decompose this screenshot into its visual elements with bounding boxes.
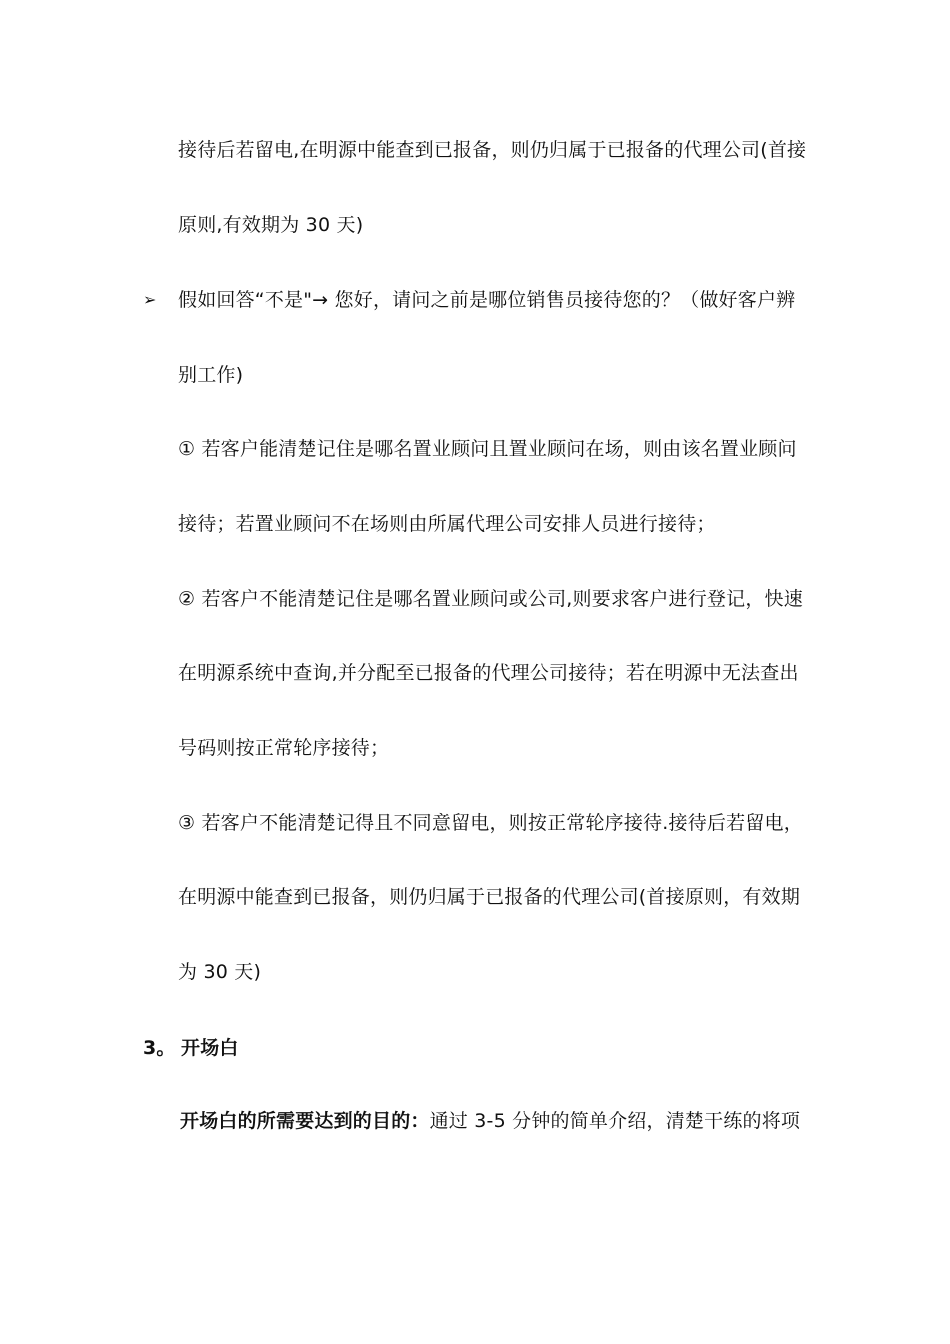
arrow-bullet-icon: ➢ [143,290,157,309]
text-line: 为 30 天) [178,961,262,983]
text-line: 接待后若留电,在明源中能查到已报备，则仍归属于已报备的代理公司(首接 [178,139,807,161]
text-line: 别工作) [178,364,244,386]
text-line: 在明源中能查到已报备，则仍归属于已报备的代理公司(首接原则，有效期 [178,886,801,908]
section-title: 开场白 [181,1037,239,1059]
text-line: ③ 若客户不能清楚记得且不同意留电，则按正常轮序接待.接待后若留电， [178,812,803,834]
section-number: 3。 [143,1037,176,1059]
text-line: 接待；若置业顾问不在场则由所属代理公司安排人员进行接待； [178,513,716,535]
purpose-text: 通过 3-5 分钟的简单介绍，清楚干练的将项 [429,1110,801,1132]
text-line: 原则,有效期为 30 天) [178,214,364,236]
text-line: ① 若客户能清楚记住是哪名置业顾问且置业顾问在场，则由该名置业顾问 [178,438,797,460]
text-line: 号码则按正常轮序接待； [178,737,390,759]
text-line: ② 若客户不能清楚记住是哪名置业顾问或公司,则要求客户进行登记，快速 [178,588,803,610]
purpose-line [180,1109,800,1133]
text-line: 在明源系统中查询,并分配至已报备的代理公司接待；若在明源中无法查出 [178,662,799,684]
purpose-label: 开场白的所需要达到的目的： [180,1110,430,1132]
text-line: 假如回答“不是"→ 您好，请问之前是哪位销售员接待您的？（做好客户辨 [178,289,796,311]
